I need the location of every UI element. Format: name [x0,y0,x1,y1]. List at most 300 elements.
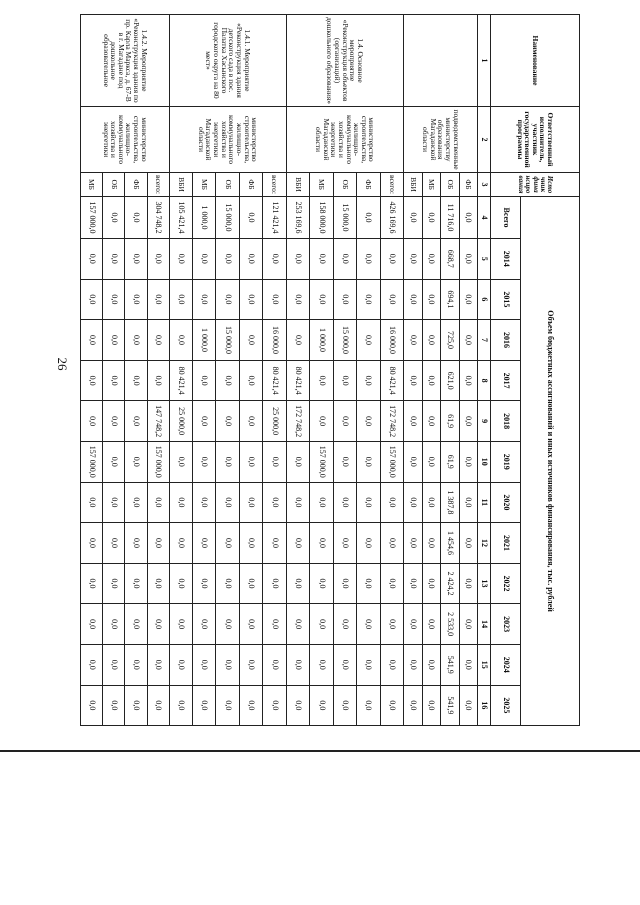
year-value: 0,0 [459,604,477,645]
table-header [478,15,580,726]
rotated-table-sheet [80,14,580,726]
year-value: 0,0 [310,279,333,320]
year-value: 0,0 [239,279,262,320]
year-value: 0,0 [404,685,423,726]
year-value: 0,0 [263,644,286,685]
total-value: 426 169,6 [380,197,403,239]
year-value: 0,0 [263,685,286,726]
year-value: 0,0 [380,644,403,685]
year-value: 0,0 [239,685,262,726]
year-value: 0,0 [380,604,403,645]
year-value: 0,0 [404,604,423,645]
year-value: 0,0 [103,685,125,726]
year-value: 0,0 [216,685,239,726]
total-value: 0,0 [103,197,125,239]
year-value: 0,0 [103,320,125,361]
header-col-index: 6 [478,279,491,320]
year-value: 0,0 [333,604,356,645]
header-col-index: 4 [478,197,491,239]
header-year: 2016 [491,320,521,361]
year-value: 0,0 [239,441,262,482]
year-value: 0,0 [169,482,192,523]
year-value: 0,0 [333,441,356,482]
year-value: 0,0 [286,685,309,726]
header-source: Источник финансирования [491,173,580,197]
funding-source: всего: [263,173,286,197]
year-value: 0,0 [357,441,380,482]
funding-source: ВБИ [404,173,423,197]
year-value: 0,0 [193,523,216,564]
total-value: 0,0 [404,197,423,239]
year-value: 0,0 [193,401,216,442]
funding-table [80,14,580,726]
year-value: 0,0 [193,239,216,280]
total-value: 11 716,0 [441,197,459,239]
header-total: Всего [491,197,521,239]
year-value: 0,0 [216,401,239,442]
year-value: 0,0 [193,685,216,726]
header-year: 2018 [491,401,521,442]
year-value: 0,0 [193,604,216,645]
header-year: 2025 [491,685,521,726]
header-col-index: 16 [478,685,491,726]
year-value: 0,0 [310,604,333,645]
year-value: 0,0 [169,441,192,482]
year-value: 0,0 [333,563,356,604]
year-value: 0,0 [169,644,192,685]
year-value: 0,0 [125,320,147,361]
header-col-index: 3 [478,173,491,197]
year-value: 0,0 [193,644,216,685]
year-value: 0,0 [169,563,192,604]
year-value: 0,0 [125,644,147,685]
activity-name: 1.4. Основное мероприятие «Реконструкция объектов (организаций) дошкольного образования» [286,15,403,107]
year-value: 0,0 [380,239,403,280]
year-value: 0,0 [357,320,380,361]
year-value: 0,0 [333,482,356,523]
year-value: 0,0 [81,320,103,361]
year-value: 0,0 [147,239,169,280]
responsible-executor: министерство строительства, жилищно-коммунального хозяйства и энергетики [81,107,170,173]
year-value: 0,0 [263,239,286,280]
year-value: 0,0 [333,360,356,401]
horizontal-rule [0,750,640,752]
year-value: 0,0 [147,523,169,564]
activity-name: 1.4.1. Мероприятие «Реконструкция здания детского сада в пос. Палатка Хасынского городского округа на 80 мест» [169,15,286,107]
header-year: 2020 [491,482,521,523]
year-value: 0,0 [147,482,169,523]
year-value: 0,0 [459,482,477,523]
year-value: 80 421,4 [263,360,286,401]
header-year: 2014 [491,239,521,280]
year-value: 0,0 [357,604,380,645]
year-value: 0,0 [310,563,333,604]
total-value: 105 421,4 [169,197,192,239]
year-value: 0,0 [125,360,147,401]
year-value: 0,0 [286,563,309,604]
year-value: 25 000,0 [169,401,192,442]
year-value: 0,0 [459,644,477,685]
year-value: 147 748,2 [147,401,169,442]
year-value: 0,0 [263,482,286,523]
year-value: 80 421,4 [380,360,403,401]
header-col-index: 2 [478,107,491,173]
funding-source: ОБ [333,173,356,197]
year-value: 0,0 [81,563,103,604]
year-value: 0,0 [422,360,440,401]
year-value: 0,0 [404,401,423,442]
year-value: 0,0 [333,279,356,320]
year-value: 0,0 [333,644,356,685]
year-value: 0,0 [81,523,103,564]
total-value: 158 000,0 [310,197,333,239]
header-funding: Объем бюджетных ассигнований и иных источников финансирования, тыс. рублей [521,197,580,726]
year-value: 0,0 [263,563,286,604]
year-value: 1 000,0 [193,320,216,361]
year-value: 0,0 [147,563,169,604]
header-col-index: 1 [478,15,491,107]
year-value: 0,0 [216,279,239,320]
year-value: 0,0 [193,482,216,523]
year-value: 0,0 [239,644,262,685]
year-value: 0,0 [169,320,192,361]
year-value: 0,0 [286,279,309,320]
year-value: 0,0 [81,239,103,280]
header-col-index: 5 [478,239,491,280]
year-value: 0,0 [404,482,423,523]
year-value: 0,0 [422,604,440,645]
year-value: 0,0 [380,482,403,523]
year-value: 0,0 [333,685,356,726]
year-value: 0,0 [239,563,262,604]
year-value: 0,0 [216,604,239,645]
year-value: 0,0 [357,523,380,564]
year-value: 0,0 [216,360,239,401]
year-value: 0,0 [333,401,356,442]
year-value: 0,0 [422,523,440,564]
year-value: 0,0 [216,563,239,604]
year-value: 0,0 [422,279,440,320]
header-year: 2019 [491,441,521,482]
year-value: 541,9 [441,644,459,685]
year-value: 621,0 [441,360,459,401]
year-value: 0,0 [239,320,262,361]
header-col-index: 12 [478,523,491,564]
year-value: 0,0 [310,482,333,523]
year-value: 0,0 [216,523,239,564]
year-value: 0,0 [103,441,125,482]
year-value: 0,0 [404,279,423,320]
year-value: 0,0 [286,239,309,280]
year-value: 0,0 [125,685,147,726]
funding-source: всего: [380,173,403,197]
total-value: 15 000,0 [333,197,356,239]
year-value: 0,0 [81,279,103,320]
year-value: 0,0 [357,360,380,401]
year-value: 0,0 [216,441,239,482]
year-value: 725,0 [441,320,459,361]
year-value: 0,0 [239,239,262,280]
year-value: 0,0 [459,523,477,564]
year-value: 0,0 [357,644,380,685]
year-value: 0,0 [103,360,125,401]
funding-source: ОБ [103,173,125,197]
year-value: 0,0 [81,482,103,523]
funding-source: ВБИ [169,173,192,197]
activity-name [404,15,478,107]
year-value: 0,0 [216,482,239,523]
year-value: 0,0 [404,644,423,685]
year-value: 0,0 [310,401,333,442]
funding-source: ФБ [239,173,262,197]
year-value: 0,0 [147,644,169,685]
total-value: 0,0 [422,197,440,239]
total-value: 304 748,2 [147,197,169,239]
table-row [147,15,169,726]
year-value: 0,0 [459,441,477,482]
year-value: 0,0 [239,360,262,401]
year-value: 0,0 [286,604,309,645]
header-col-index: 8 [478,360,491,401]
year-value: 15 000,0 [216,320,239,361]
year-value: 0,0 [459,279,477,320]
header-responsible: Ответственный исполнитель, участник государственной программы [491,107,580,173]
year-value: 0,0 [125,279,147,320]
year-value: 0,0 [310,360,333,401]
year-value: 0,0 [422,563,440,604]
year-value: 1 000,0 [310,320,333,361]
year-value: 0,0 [404,523,423,564]
year-value: 0,0 [357,563,380,604]
year-value: 0,0 [333,523,356,564]
year-value: 0,0 [422,441,440,482]
year-value: 0,0 [147,360,169,401]
year-value: 157 000,0 [147,441,169,482]
header-col-index: 9 [478,401,491,442]
year-value: 80 421,4 [286,360,309,401]
funding-source: ОБ [216,173,239,197]
year-value: 0,0 [103,644,125,685]
year-value: 0,0 [103,239,125,280]
year-value: 25 000,0 [263,401,286,442]
year-value: 0,0 [310,239,333,280]
responsible-executor: министерство строительства, жилищно-коммунального хозяйства и энергетики Магаданской области [169,107,286,173]
year-value: 0,0 [422,239,440,280]
year-value: 0,0 [263,279,286,320]
total-value: 0,0 [357,197,380,239]
activity-name: 1.4.2. Мероприятие «Реконструкция здания по пр. Карла Маркса, д. 67-В в г. Магадане под дошкольное образовательное [81,15,170,107]
year-value: 0,0 [380,563,403,604]
year-value: 0,0 [239,604,262,645]
year-value: 157 000,0 [81,441,103,482]
year-value: 0,0 [81,401,103,442]
responsible-executor: министерство строительства, жилищно-коммунального хозяйства и энергетики Магаданской области [286,107,403,173]
year-value: 0,0 [103,482,125,523]
responsible-executor: подведомственные министерству образования Магаданской области [404,107,478,173]
year-value: 0,0 [357,401,380,442]
year-value: 0,0 [357,279,380,320]
year-value: 0,0 [286,644,309,685]
year-value: 0,0 [459,360,477,401]
year-value: 0,0 [459,685,477,726]
header-year: 2015 [491,279,521,320]
table-row [263,15,286,726]
year-value: 0,0 [357,482,380,523]
year-value: 0,0 [169,523,192,564]
year-value: 0,0 [380,523,403,564]
year-value: 157 000,0 [310,441,333,482]
year-value: 0,0 [169,279,192,320]
total-value: 1 000,0 [193,197,216,239]
year-value: 0,0 [459,320,477,361]
header-col-index: 10 [478,441,491,482]
year-value: 0,0 [193,360,216,401]
year-value: 0,0 [169,604,192,645]
table-row [380,15,403,726]
year-value: 0,0 [286,523,309,564]
year-value: 16 000,0 [263,320,286,361]
total-value: 121 421,4 [263,197,286,239]
year-value: 61,9 [441,401,459,442]
year-value: 0,0 [169,685,192,726]
year-value: 0,0 [263,523,286,564]
year-value: 0,0 [125,523,147,564]
year-value: 0,0 [216,644,239,685]
year-value: 0,0 [147,279,169,320]
year-value: 0,0 [286,441,309,482]
year-value: 0,0 [193,563,216,604]
year-value: 0,0 [239,523,262,564]
year-value: 0,0 [286,482,309,523]
year-value: 0,0 [81,360,103,401]
funding-source: ФБ [125,173,147,197]
year-value: 15 000,0 [333,320,356,361]
year-value: 1 454,6 [441,523,459,564]
year-value: 0,0 [103,604,125,645]
year-value: 0,0 [193,441,216,482]
funding-source: ВБИ [286,173,309,197]
year-value: 0,0 [380,279,403,320]
year-value: 0,0 [103,279,125,320]
year-value: 0,0 [310,644,333,685]
year-value: 668,7 [441,239,459,280]
header-col-index: 14 [478,604,491,645]
year-value: 0,0 [81,685,103,726]
year-value: 61,9 [441,441,459,482]
year-value: 0,0 [103,523,125,564]
year-value: 172 748,2 [380,401,403,442]
total-value: 0,0 [459,197,477,239]
funding-source: МБ [193,173,216,197]
header-col-index: 13 [478,563,491,604]
header-year: 2023 [491,604,521,645]
year-value: 0,0 [310,685,333,726]
year-value: 0,0 [310,523,333,564]
header-col-index: 7 [478,320,491,361]
year-value: 0,0 [286,320,309,361]
year-value: 0,0 [263,604,286,645]
year-value: 0,0 [404,441,423,482]
header-year: 2017 [491,360,521,401]
funding-source: ОБ [441,173,459,197]
header-year: 2024 [491,644,521,685]
table-body [81,15,478,726]
year-value: 2 424,2 [441,563,459,604]
header-year: 2022 [491,563,521,604]
year-value: 0,0 [422,401,440,442]
year-value: 0,0 [422,482,440,523]
header-year: 2021 [491,523,521,564]
year-value: 0,0 [125,401,147,442]
year-value: 2 533,0 [441,604,459,645]
funding-source: ФБ [459,173,477,197]
year-value: 0,0 [81,644,103,685]
year-value: 0,0 [103,563,125,604]
year-value: 16 000,0 [380,320,403,361]
header-col-index: 15 [478,644,491,685]
year-value: 0,0 [147,320,169,361]
year-value: 0,0 [404,360,423,401]
year-value: 0,0 [125,441,147,482]
year-value: 694,1 [441,279,459,320]
year-value: 0,0 [404,320,423,361]
year-value: 0,0 [404,563,423,604]
page-number: 26 [55,357,70,371]
total-value: 15 000,0 [216,197,239,239]
year-value: 80 421,4 [169,360,192,401]
year-value: 0,0 [193,279,216,320]
year-value: 0,0 [422,320,440,361]
year-value: 0,0 [422,685,440,726]
year-value: 0,0 [103,401,125,442]
year-value: 0,0 [422,644,440,685]
header-name: Наименование [491,15,580,107]
year-value: 541,9 [441,685,459,726]
year-value: 1 387,8 [441,482,459,523]
year-value: 0,0 [147,604,169,645]
year-value: 0,0 [459,563,477,604]
funding-source: МБ [310,173,333,197]
year-value: 0,0 [239,401,262,442]
table-row [459,15,477,726]
year-value: 0,0 [239,482,262,523]
year-value: 0,0 [125,604,147,645]
year-value: 157 000,0 [380,441,403,482]
year-value: 0,0 [125,563,147,604]
year-value: 0,0 [404,239,423,280]
header-index-row [478,15,491,726]
year-value: 0,0 [216,239,239,280]
total-value: 157 000,0 [81,197,103,239]
total-value: 0,0 [239,197,262,239]
year-value: 0,0 [125,239,147,280]
year-value: 0,0 [169,239,192,280]
year-value: 0,0 [357,685,380,726]
year-value: 172 748,2 [286,401,309,442]
year-value: 0,0 [357,239,380,280]
year-value: 0,0 [81,604,103,645]
header-col-index: 11 [478,482,491,523]
total-value: 253 169,6 [286,197,309,239]
year-value: 0,0 [263,441,286,482]
year-value: 0,0 [380,685,403,726]
funding-source: МБ [81,173,103,197]
funding-source: ФБ [357,173,380,197]
year-value: 0,0 [459,239,477,280]
year-value: 0,0 [125,482,147,523]
year-value: 0,0 [147,685,169,726]
total-value: 0,0 [125,197,147,239]
